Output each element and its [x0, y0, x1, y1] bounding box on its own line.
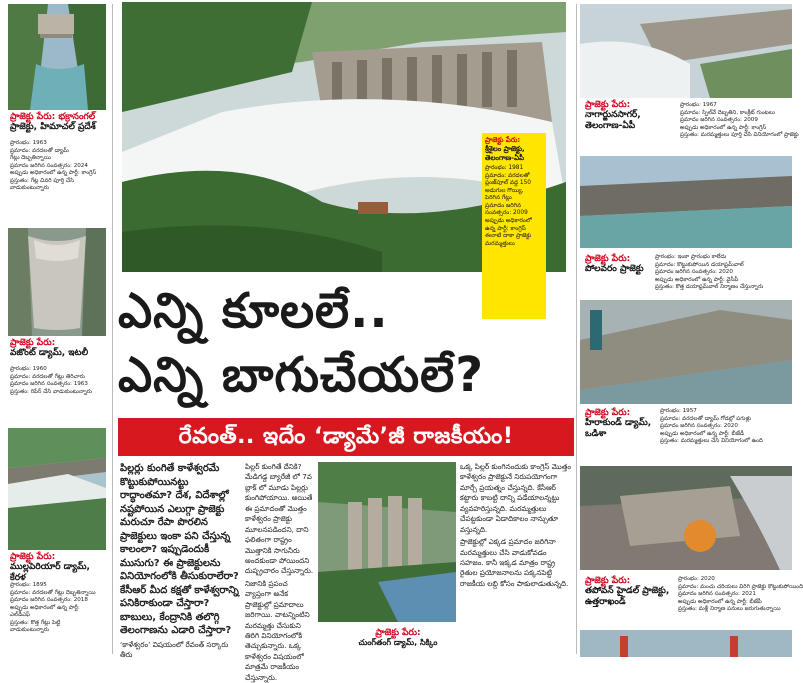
meta-line: ప్రమాదం: కొట్టుకుపోయిన డయాఫ్రమ్‌వాల్ — [655, 261, 744, 268]
right-project-2-caption — [585, 254, 650, 275]
meta-line: ప్రస్తుతం: గేట్ల చివరి పూర్తి చేసి — [10, 177, 75, 184]
project-name: తపోవన్ హైడల్ ప్రాజెక్టు, ఉత్తరాఖండ్ — [585, 586, 670, 607]
polavaram-photo — [580, 156, 792, 248]
meta-line: ఎల్‌డీఎఫ్ — [10, 612, 31, 619]
meta-line: ప్రారంభం: 1895 — [10, 582, 47, 588]
mullaperiyar-dam-photo — [8, 428, 106, 550]
article-column-1 — [120, 462, 240, 659]
vajont-dam-photo — [8, 228, 106, 336]
featured-line: అప్పుడు అధికారంలో — [485, 218, 532, 224]
body-paragraph: నిజానికి ప్రపంచ వ్యాప్తంగా అనేక ప్రాజెక్టుల్లో ప్రమాదాలు జరిగాయి. వాటన్నింటిని మరమ్మత్తు చేసుకుని తిరిగి వినియోగంలోకి తెచ్చుకున్నారు. ఒక్క కాళేశ్వరం విషయంలో మాత్రమే రాజకీయం చేస్తున్నారు. — [245, 578, 310, 682]
featured-line: ప్లంజ్‌పూల్ వద్ద 150 — [485, 180, 531, 187]
meta-line: ప్రమాదం జరిగిన సంవత్సరం: 1963 — [10, 381, 88, 388]
meta-line: ప్రస్తుతం: మరమ్మత్తులు పూర్తి చేసి వినియోగంలో ప్రాజెక్టు — [680, 132, 799, 139]
meta-line: అప్పుడు అధికారంలో ఉన్న పార్టీ: కాంగ్రెస్ — [10, 170, 97, 177]
meta-line: అప్పుడు అధికారంలో ఉన్న పార్టీ: — [10, 604, 80, 611]
meta-line: ప్రమాదం జరిగిన సంవత్సరం: 2020 — [655, 269, 733, 276]
meta-line: ప్రమాదం జరిగిన సంవత్సరం: 2021 — [678, 591, 756, 598]
chungthang-dam-photo — [318, 462, 456, 622]
lead-tail: ‘కాళేశ్వరం’ విషయంలో రేవంత్ సర్కారు తీరు — [120, 639, 229, 659]
meta-line: ప్రారంభం: 1960 — [10, 366, 47, 372]
meta-line: ప్రస్తుతం: మళ్లీ నిర్మాణ పనులు జరుగుతున్నాయి — [678, 606, 781, 613]
meta-line: ప్రమాదం: వరదలతో డ్యామ్ — [10, 147, 69, 154]
body-paragraph: ప్రాజెక్టుల్లో ఎక్కడ ప్రమాదం జరిగినా మరమ్మత్తులు చేసి వాడుకోవడం సహజం. కానీ ఇక్కడ మాత్రం రాష్ట్ర రైతుల ప్రయోజనాలను పక్కనపెట్టి రాజకీయ లబ్ది కోసం పాకులాడుతున్నది. — [460, 537, 569, 588]
meta-line: ప్రమాదం జరిగిన సంవత్సరం: 2018 — [10, 597, 88, 604]
project-name: పోలవరం ప్రాజెక్టు — [585, 264, 644, 275]
project-name: ముల్లపెరియార్ డ్యామ్, కేరళ — [10, 562, 90, 583]
bhakra-nangal-photo — [8, 4, 106, 110]
right-project-1-meta — [680, 102, 799, 140]
meta-line: ప్రారంభం: 1957 — [660, 408, 697, 414]
meta-line: ప్రారంభం: 1967 — [680, 102, 717, 108]
meta-line: ప్రమాదం: వరదలతో గేట్లు తెరిచారు — [10, 373, 85, 380]
right-project-3-meta — [660, 408, 796, 446]
project-tag: ప్రాజెక్టు పేరు: — [585, 100, 631, 110]
project-tag: ప్రాజెక్టు పేరు: — [585, 254, 631, 264]
featured-line: ప్రమాదం జరిగిన — [485, 202, 522, 209]
left-project-3-caption — [10, 552, 108, 583]
left-project-1-caption — [10, 112, 108, 133]
article-column-3 — [460, 462, 572, 655]
meta-line: ప్రస్తుతం: మరమ్మత్తులు చేసి వినియోగంలో ఉంది — [660, 438, 763, 445]
featured-name: శ్రీశైలం ప్రాజెక్టు, తెలంగాణ-ఏపీ — [485, 145, 525, 163]
project-name: నాగార్జునసాగర్, తెలంగాణ-ఏపీ — [585, 110, 641, 131]
meta-line: గేట్లు దెబ్బతిన్నాయి — [10, 155, 51, 162]
meta-line: ప్రమాదం జరిగిన సంవత్సరం: 2020 — [660, 423, 738, 430]
body-paragraph: ఒక్క పిల్లర్ కుంగినందుకు కాంగ్రెస్ మొత్తం కాళేశ్వరం ప్రాజెక్టునే నిరుపయోగంగా మార్చే ప్రయత్నం చేస్తున్నది. కేసీఆర్ కట్టారు కాబట్టి దాన్ని పడేయాలన్నట్టు వ్యవహరిస్తున్నది. మరమ్మత్తులు చేపట్టకుండా ఏడాదికాలం నాన్చుతూ వస్తున్నది. — [460, 462, 572, 534]
meta-line: ప్రమాదం: స్పిల్‌వే దెబ్బతిని, కాంక్రీట్ గుంటలు — [680, 109, 775, 116]
meta-line: ప్రమాదం: వరదలతో గేట్లు దెబ్బతిన్నాయి — [10, 589, 96, 596]
right-project-3-caption — [585, 408, 657, 439]
meta-line: అప్పుడు అధికారంలో ఉన్న పార్టీ: వైసీపీ — [655, 276, 739, 283]
left-project-1-meta — [10, 140, 110, 193]
featured-line: ప్రమాదం: వరదలతో — [485, 172, 530, 179]
left-project-2-meta — [10, 366, 110, 396]
body-paragraph: పిల్లర్ కుంగితే దేనికి? మేడిగడ్డ బ్యారేజీ లో 7వ బ్లాక్ లో మూడు పిల్లర్లు కుంగిపోయాయి. అయితే ఈ ప్రమాదంతో మొత్తం కాళేశ్వరం ప్రాజెక్టు మూలనపడిందని, దాని ఫలితంగా రాష్ట్రం మొత్తానికి సాగునీరు అందకుండా పోయిందని దుష్ప్రచారం చేస్తున్నారు. — [245, 462, 314, 576]
featured-line: అడుగుల గొయ్యి, — [485, 187, 524, 194]
project-tag: ప్రాజెక్టు పేరు: — [10, 552, 56, 562]
meta-line: ప్రారంభం: ఇంకా ప్రారంభం కాలేదు — [655, 254, 727, 260]
project-name: చుంగ్‌తంగ్ డ్యామ్, సిక్కిం — [358, 638, 438, 648]
featured-line: సంవత్సరం: 2009 — [485, 210, 528, 217]
featured-line: పెరిగిన గేట్లు — [485, 195, 512, 202]
left-project-3-meta — [10, 582, 110, 635]
article-column-2 — [245, 462, 315, 682]
meta-line: ప్రస్తుతం: కొత్త డయాఫ్రమ్‌వాల్ నిర్మాణం చేస్తున్నారు — [655, 284, 764, 291]
right-project-2-meta — [655, 254, 795, 292]
meta-line: అప్పుడు అధికారంలో ఉన్న పార్టీ: కాంగ్రెస్ — [680, 124, 767, 131]
project-tag: ప్రాజెక్టు పేరు: — [10, 338, 56, 348]
featured-line: మరమ్మత్తులు — [485, 240, 515, 247]
lead-text: పిల్లర్లు కుంగితే కాళేశ్వరమే కొట్టుకుపోయినట్టు రాద్ధాంతమా? దేశ, విదేశాల్లో నష్టపోయిన ఎలుగ్గా ప్రాజెక్టు మరుచూ రేపా పొరలిన ప్రాజెక్టులు ఇంకా పని చేస్తున్న కాలంలా? ఇప్పుడెందుకీ ముసుగు? ఈ ప్రాజెక్టులను వినియోగంలోకి తీసుకురాలేరా? కేసీఆర్ మీద కక్షతో కాళేశ్వరాన్ని పనికిరాకుండా చేస్తారా? బాబులు, కేంద్రానికి తలొగ్గి తెలంగాణను ఎడారి చేస్తారా? — [120, 463, 239, 636]
meta-line: ప్రమాదం: మంచు చరియలు విరిగి ప్రాజెక్టు కొట్టుకుపోయింది — [678, 583, 803, 590]
column-divider — [576, 4, 577, 654]
headline-line-1: ఎన్ని కూలలే.. — [118, 283, 389, 339]
meta-line: ప్రస్తుతం: రిపేర్ చేసి వాడుకుంటున్నారు — [10, 388, 93, 395]
meta-line: అప్పుడు అధికారంలో ఉన్న పార్టీ: బీజేడీ — [660, 430, 745, 437]
meta-line: ప్రమాదం జరిగిన సంవత్సరం: 2009 — [680, 117, 758, 124]
meta-line: ప్రస్తుతం: కొత్త గేట్లు పెట్టి — [10, 619, 61, 626]
center-photo-caption — [338, 628, 458, 648]
project-tag: ప్రాజెక్టు పేరు: — [375, 628, 421, 638]
tapovan-photo — [580, 466, 792, 570]
nagarjunasagar-photo — [580, 4, 792, 98]
project-tag: ప్రాజెక్టు పేరు: — [585, 576, 631, 586]
meta-line: ప్రమాదం జరిగిన సంవత్సరం: 2024 — [10, 162, 88, 169]
left-project-2-caption — [10, 338, 108, 359]
headline-line-2: ఎన్ని బాగుచేయలే? — [118, 347, 485, 403]
right-project-1-caption — [585, 100, 680, 131]
featured-title: ప్రాజెక్టు పేరు: — [485, 136, 521, 144]
headline-banner: రేవంత్.. ఇదేం ‘డ్యామే’జీ రాజకీయం! — [118, 418, 574, 456]
meta-line: ప్రమాదం: వరదలతో డ్యామ్ గోడల్లో పగుళ్లు — [660, 415, 752, 422]
right-project-4-meta — [678, 576, 803, 614]
hirakud-dam-photo — [580, 300, 792, 404]
column-divider — [112, 4, 113, 654]
meta-line: ప్రారంభం: 2020 — [678, 576, 715, 582]
featured-line: ఈనాటి దాకా ప్రాజెక్టు — [485, 233, 532, 240]
project-name: హిరాకుండ్ డ్యామ్, ఒడిశా — [585, 418, 652, 439]
project-name: వజొంట్ డ్యామ్, ఇటలీ — [10, 348, 89, 359]
right-project-4-caption — [585, 576, 675, 607]
meta-line: వాడుకుంటున్నారు — [10, 627, 49, 634]
meta-line: వాడుకుంటున్నారు — [10, 185, 49, 192]
meta-line: ప్రారంభం: 1963 — [10, 140, 47, 146]
meta-line: అప్పుడు అధికారంలో ఉన్న పార్టీ: బీజేపీ — [678, 598, 762, 605]
featured-line: ప్రారంభం: 1981 — [485, 165, 524, 172]
project-tag: ప్రాజెక్టు పేరు: భక్రానంగల్ — [10, 112, 96, 122]
bottom-right-photo — [580, 630, 792, 657]
project-name: ప్రాజెక్టు, హిమాచల్ ప్రదేశ్ — [10, 122, 96, 133]
featured-line: ఉన్న పార్టీ: కాంగ్రెస్ — [485, 225, 526, 232]
project-tag: ప్రాజెక్టు పేరు: — [585, 408, 631, 418]
